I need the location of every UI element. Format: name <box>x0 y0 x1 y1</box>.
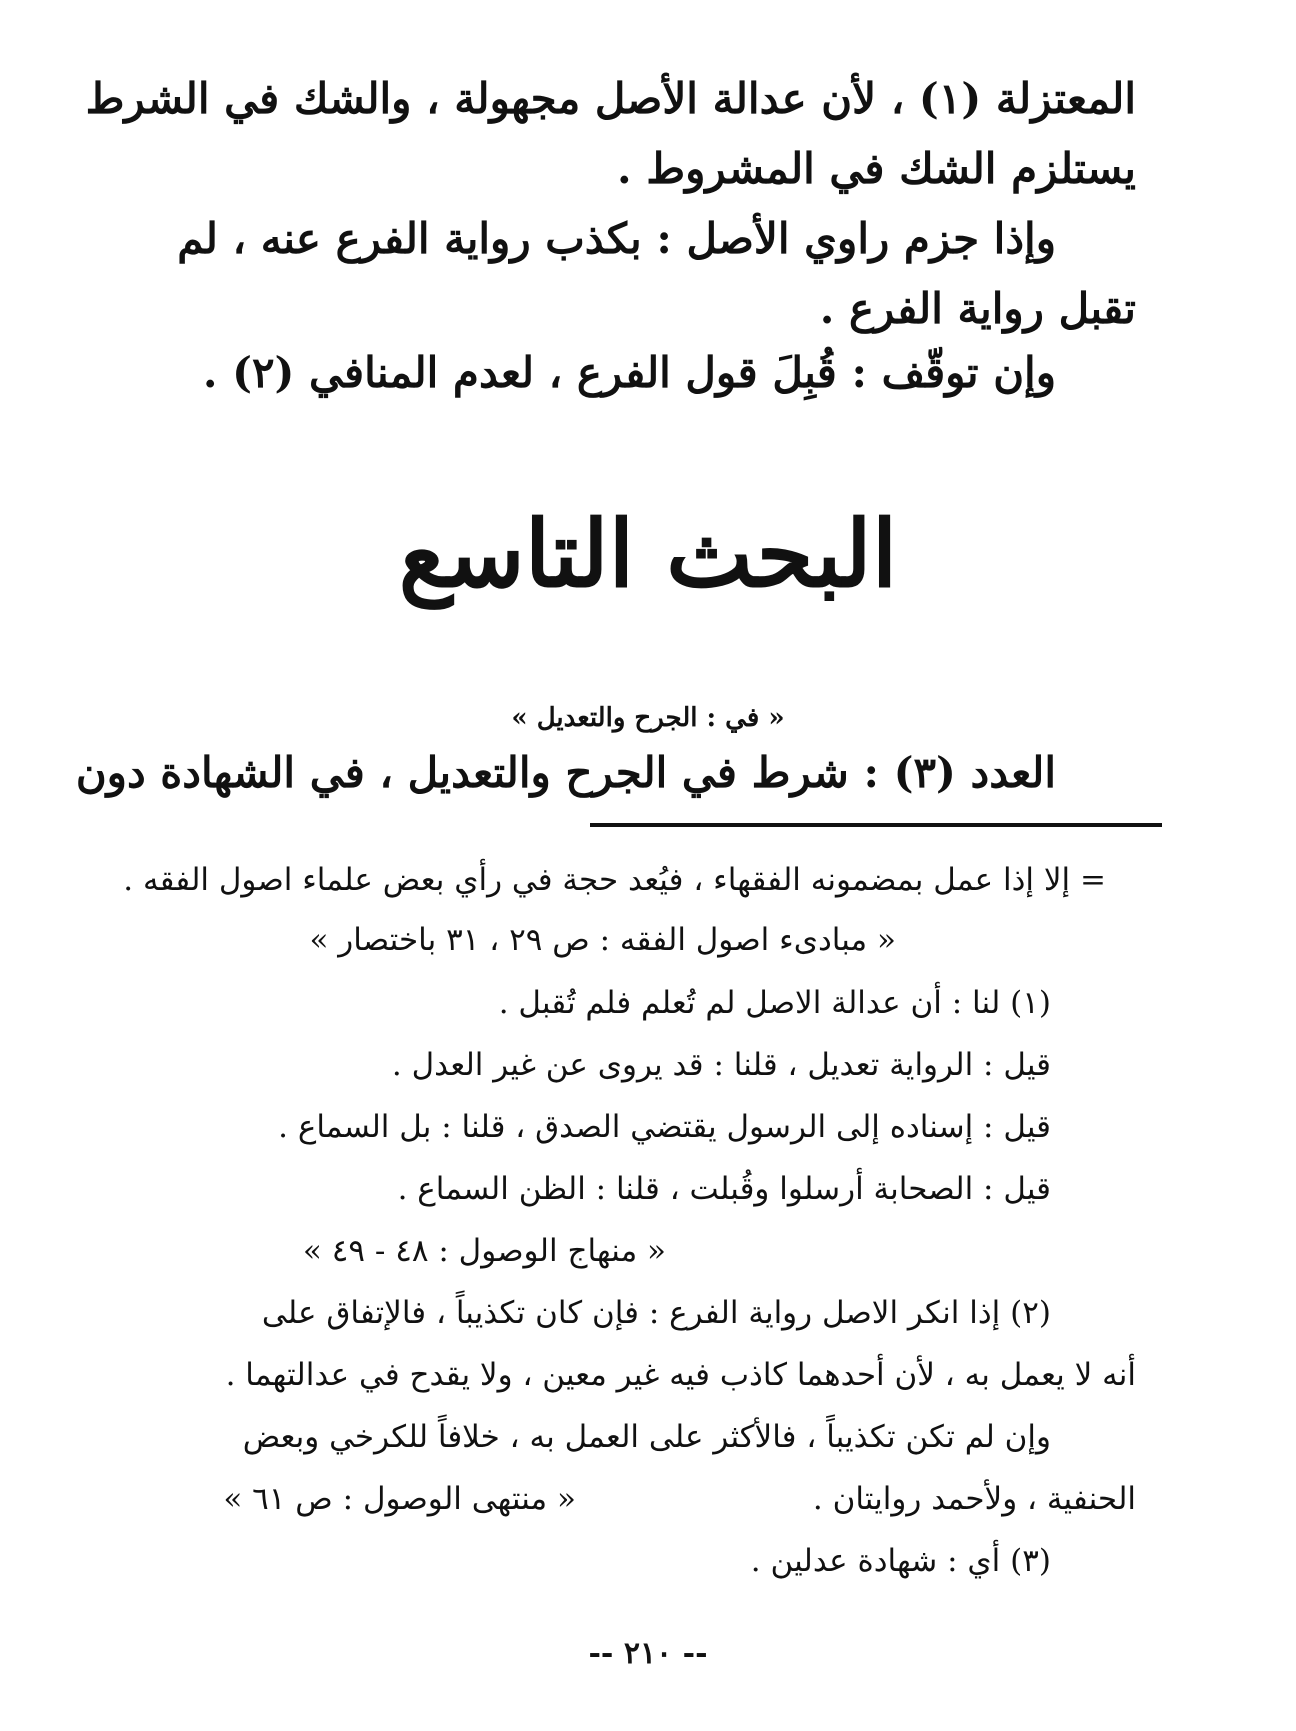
footnote-1-source: « منهاج الوصول : ٤٨ - ٤٩ » <box>302 1233 666 1269</box>
footnote-separator <box>590 823 1162 827</box>
footnote-1-line-1: (١) لنا : أن عدالة الاصل لم تُعلم فلم تُقبل . <box>498 985 1051 1021</box>
footnote-1-line-3: قيل : إسناده إلى الرسول يقتضي الصدق ، قلنا : بل السماع . <box>278 1109 1051 1145</box>
main-text-line-3: وإذا جزم راوي الأصل : بكذب رواية الفرع عنه ، لم <box>177 214 1056 263</box>
page-number: -- ٢١٠ -- <box>588 1636 708 1671</box>
footnote-3-line-1: (٣) أي : شهادة عدلين . <box>750 1543 1051 1579</box>
section-heading: البحث التاسع <box>398 500 898 608</box>
footnote-continuation-source: « مبادىء اصول الفقه : ص ٢٩ ، ٣١ باختصار » <box>309 922 896 958</box>
main-text-line-2: يستلزم الشك في المشروط . <box>617 144 1136 193</box>
footnote-2-line-1: (٢) إذا انكر الاصل رواية الفرع : فإن كان تكذيباً ، فالإتفاق على <box>261 1295 1051 1331</box>
main-text-line-5: وإن توقّف : قُبِلَ قول الفرع ، لعدم المنافي (٢) . <box>202 348 1056 397</box>
footnote-1-line-2: قيل : الرواية تعديل ، قلنا : قد يروى عن غير العدل . <box>391 1047 1051 1083</box>
footnote-2-line-2: أنه لا يعمل به ، لأن أحدهما كاذب فيه غير معين ، ولا يقدح في عدالتهما . <box>225 1357 1136 1393</box>
footnote-continuation-line: = إلا إذا عمل بمضمونه الفقهاء ، فيُعد حجة في رأي بعض علماء اصول الفقه . <box>123 862 1106 898</box>
footnote-2-source: « منتهى الوصول : ص ٦١ » <box>223 1481 576 1517</box>
section-subheading: « في : الجرح والتعديل » <box>511 703 785 733</box>
footnote-2-line-4: الحنفية ، ولأحمد روايتان . <box>812 1481 1136 1517</box>
main-text-line-1: المعتزلة (١) ، لأن عدالة الأصل مجهولة ، والشك في الشرط <box>85 74 1136 123</box>
main-text-line-4: تقبل رواية الفرع . <box>819 284 1136 333</box>
section-first-line: العدد (٣) : شرط في الجرح والتعديل ، في الشهادة دون <box>75 748 1056 797</box>
footnote-1-line-4: قيل : الصحابة أرسلوا وقُبلت ، قلنا : الظن السماع . <box>397 1171 1051 1207</box>
footnote-2-line-3: وإن لم تكن تكذيباً ، فالأكثر على العمل به ، خلافاً للكرخي وبعض <box>242 1419 1051 1455</box>
